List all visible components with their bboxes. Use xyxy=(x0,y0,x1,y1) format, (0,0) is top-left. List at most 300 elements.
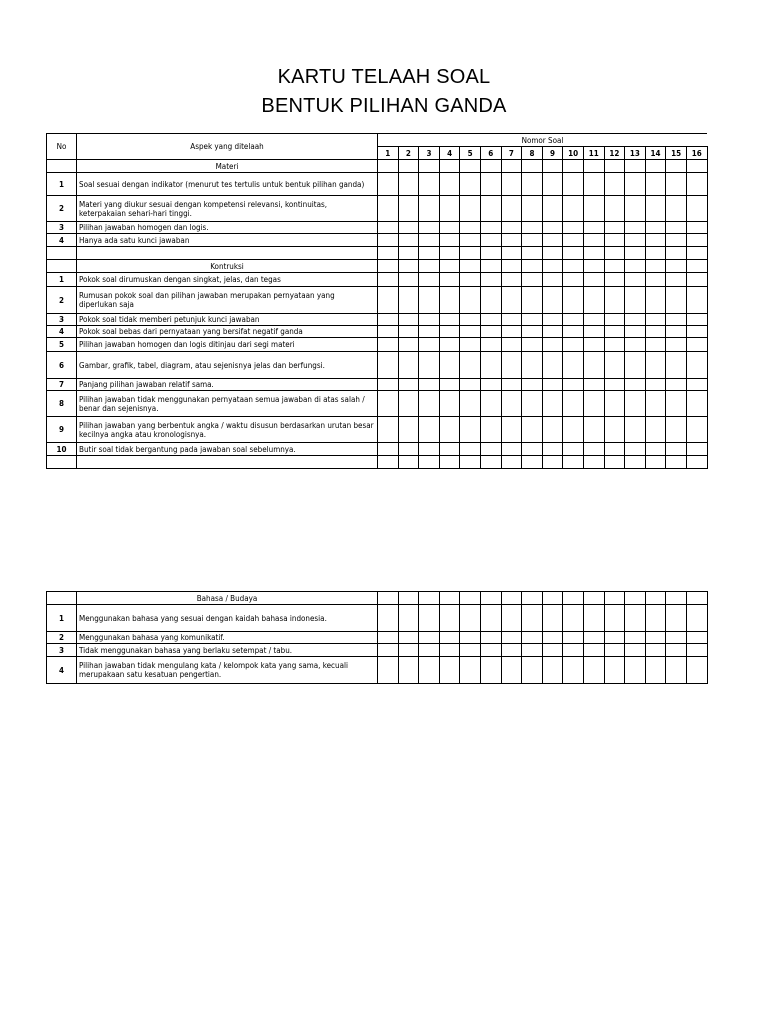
check-cell-13[interactable] xyxy=(625,173,646,196)
check-cell-16[interactable] xyxy=(686,592,707,605)
check-cell-9[interactable] xyxy=(542,222,563,234)
check-cell-11[interactable] xyxy=(583,352,604,379)
check-cell-10[interactable] xyxy=(563,260,584,273)
check-cell-10[interactable] xyxy=(563,160,584,173)
check-cell-12[interactable] xyxy=(604,592,625,605)
check-cell-9[interactable] xyxy=(542,173,563,196)
check-cell-10[interactable] xyxy=(563,222,584,234)
check-cell-15[interactable] xyxy=(666,314,687,326)
check-cell-5[interactable] xyxy=(460,443,481,456)
check-cell-8[interactable] xyxy=(522,314,543,326)
check-cell-10[interactable] xyxy=(563,247,584,260)
check-cell-9[interactable] xyxy=(542,657,563,684)
check-cell-5[interactable] xyxy=(460,287,481,314)
check-cell-10[interactable] xyxy=(563,326,584,338)
check-cell-14[interactable] xyxy=(645,379,666,391)
check-cell-11[interactable] xyxy=(583,326,604,338)
check-cell-1[interactable] xyxy=(378,417,399,443)
check-cell-14[interactable] xyxy=(645,247,666,260)
check-cell-4[interactable] xyxy=(439,273,460,287)
check-cell-10[interactable] xyxy=(563,657,584,684)
check-cell-8[interactable] xyxy=(522,391,543,417)
check-cell-8[interactable] xyxy=(522,632,543,644)
check-cell-12[interactable] xyxy=(604,247,625,260)
check-cell-10[interactable] xyxy=(563,443,584,456)
check-cell-9[interactable] xyxy=(542,391,563,417)
check-cell-6[interactable] xyxy=(480,644,501,657)
check-cell-8[interactable] xyxy=(522,273,543,287)
check-cell-15[interactable] xyxy=(666,456,687,469)
check-cell-2[interactable] xyxy=(398,644,419,657)
check-cell-8[interactable] xyxy=(522,173,543,196)
check-cell-16[interactable] xyxy=(686,644,707,657)
check-cell-9[interactable] xyxy=(542,338,563,352)
check-cell-15[interactable] xyxy=(666,173,687,196)
check-cell-15[interactable] xyxy=(666,338,687,352)
check-cell-14[interactable] xyxy=(645,352,666,379)
check-cell-7[interactable] xyxy=(501,644,522,657)
check-cell-7[interactable] xyxy=(501,592,522,605)
check-cell-11[interactable] xyxy=(583,417,604,443)
check-cell-15[interactable] xyxy=(666,222,687,234)
check-cell-11[interactable] xyxy=(583,338,604,352)
check-cell-15[interactable] xyxy=(666,273,687,287)
check-cell-1[interactable] xyxy=(378,234,399,247)
check-cell-13[interactable] xyxy=(625,287,646,314)
check-cell-7[interactable] xyxy=(501,379,522,391)
check-cell-8[interactable] xyxy=(522,657,543,684)
check-cell-6[interactable] xyxy=(480,417,501,443)
check-cell-10[interactable] xyxy=(563,632,584,644)
check-cell-2[interactable] xyxy=(398,222,419,234)
check-cell-7[interactable] xyxy=(501,260,522,273)
check-cell-13[interactable] xyxy=(625,234,646,247)
check-cell-6[interactable] xyxy=(480,391,501,417)
check-cell-11[interactable] xyxy=(583,592,604,605)
check-cell-8[interactable] xyxy=(522,260,543,273)
check-cell-9[interactable] xyxy=(542,644,563,657)
check-cell-13[interactable] xyxy=(625,352,646,379)
check-cell-11[interactable] xyxy=(583,632,604,644)
check-cell-7[interactable] xyxy=(501,287,522,314)
check-cell-1[interactable] xyxy=(378,657,399,684)
check-cell-16[interactable] xyxy=(686,352,707,379)
check-cell-16[interactable] xyxy=(686,379,707,391)
check-cell-2[interactable] xyxy=(398,417,419,443)
check-cell-4[interactable] xyxy=(439,222,460,234)
check-cell-9[interactable] xyxy=(542,326,563,338)
check-cell-7[interactable] xyxy=(501,247,522,260)
check-cell-7[interactable] xyxy=(501,173,522,196)
check-cell-15[interactable] xyxy=(666,592,687,605)
check-cell-7[interactable] xyxy=(501,222,522,234)
check-cell-1[interactable] xyxy=(378,443,399,456)
check-cell-11[interactable] xyxy=(583,234,604,247)
check-cell-6[interactable] xyxy=(480,352,501,379)
check-cell-7[interactable] xyxy=(501,605,522,632)
check-cell-1[interactable] xyxy=(378,160,399,173)
check-cell-4[interactable] xyxy=(439,605,460,632)
check-cell-4[interactable] xyxy=(439,234,460,247)
check-cell-16[interactable] xyxy=(686,234,707,247)
check-cell-13[interactable] xyxy=(625,592,646,605)
check-cell-16[interactable] xyxy=(686,314,707,326)
check-cell-16[interactable] xyxy=(686,338,707,352)
check-cell-11[interactable] xyxy=(583,657,604,684)
check-cell-1[interactable] xyxy=(378,287,399,314)
check-cell-1[interactable] xyxy=(378,273,399,287)
check-cell-13[interactable] xyxy=(625,222,646,234)
check-cell-14[interactable] xyxy=(645,338,666,352)
check-cell-2[interactable] xyxy=(398,379,419,391)
check-cell-14[interactable] xyxy=(645,592,666,605)
check-cell-12[interactable] xyxy=(604,417,625,443)
check-cell-7[interactable] xyxy=(501,443,522,456)
check-cell-2[interactable] xyxy=(398,352,419,379)
check-cell-3[interactable] xyxy=(419,592,440,605)
check-cell-5[interactable] xyxy=(460,173,481,196)
check-cell-13[interactable] xyxy=(625,196,646,222)
check-cell-1[interactable] xyxy=(378,592,399,605)
check-cell-4[interactable] xyxy=(439,632,460,644)
check-cell-16[interactable] xyxy=(686,273,707,287)
check-cell-11[interactable] xyxy=(583,287,604,314)
check-cell-6[interactable] xyxy=(480,222,501,234)
check-cell-8[interactable] xyxy=(522,247,543,260)
check-cell-12[interactable] xyxy=(604,260,625,273)
check-cell-6[interactable] xyxy=(480,379,501,391)
check-cell-3[interactable] xyxy=(419,160,440,173)
check-cell-1[interactable] xyxy=(378,379,399,391)
check-cell-4[interactable] xyxy=(439,443,460,456)
check-cell-12[interactable] xyxy=(604,173,625,196)
check-cell-6[interactable] xyxy=(480,196,501,222)
check-cell-13[interactable] xyxy=(625,632,646,644)
check-cell-3[interactable] xyxy=(419,338,440,352)
check-cell-12[interactable] xyxy=(604,443,625,456)
check-cell-9[interactable] xyxy=(542,273,563,287)
check-cell-13[interactable] xyxy=(625,260,646,273)
check-cell-7[interactable] xyxy=(501,417,522,443)
check-cell-10[interactable] xyxy=(563,352,584,379)
check-cell-16[interactable] xyxy=(686,260,707,273)
check-cell-16[interactable] xyxy=(686,287,707,314)
check-cell-3[interactable] xyxy=(419,456,440,469)
check-cell-16[interactable] xyxy=(686,173,707,196)
check-cell-8[interactable] xyxy=(522,196,543,222)
check-cell-4[interactable] xyxy=(439,314,460,326)
check-cell-13[interactable] xyxy=(625,605,646,632)
check-cell-14[interactable] xyxy=(645,644,666,657)
check-cell-6[interactable] xyxy=(480,592,501,605)
check-cell-2[interactable] xyxy=(398,234,419,247)
check-cell-10[interactable] xyxy=(563,287,584,314)
check-cell-4[interactable] xyxy=(439,417,460,443)
check-cell-1[interactable] xyxy=(378,632,399,644)
check-cell-1[interactable] xyxy=(378,222,399,234)
check-cell-6[interactable] xyxy=(480,338,501,352)
check-cell-13[interactable] xyxy=(625,379,646,391)
check-cell-7[interactable] xyxy=(501,326,522,338)
check-cell-14[interactable] xyxy=(645,160,666,173)
check-cell-6[interactable] xyxy=(480,173,501,196)
check-cell-5[interactable] xyxy=(460,456,481,469)
check-cell-4[interactable] xyxy=(439,352,460,379)
check-cell-16[interactable] xyxy=(686,326,707,338)
check-cell-4[interactable] xyxy=(439,160,460,173)
check-cell-11[interactable] xyxy=(583,644,604,657)
check-cell-4[interactable] xyxy=(439,287,460,314)
check-cell-9[interactable] xyxy=(542,456,563,469)
check-cell-15[interactable] xyxy=(666,657,687,684)
check-cell-1[interactable] xyxy=(378,173,399,196)
check-cell-16[interactable] xyxy=(686,657,707,684)
check-cell-9[interactable] xyxy=(542,196,563,222)
check-cell-3[interactable] xyxy=(419,173,440,196)
check-cell-1[interactable] xyxy=(378,605,399,632)
check-cell-11[interactable] xyxy=(583,247,604,260)
check-cell-9[interactable] xyxy=(542,592,563,605)
check-cell-8[interactable] xyxy=(522,456,543,469)
check-cell-15[interactable] xyxy=(666,196,687,222)
check-cell-8[interactable] xyxy=(522,352,543,379)
check-cell-9[interactable] xyxy=(542,234,563,247)
check-cell-14[interactable] xyxy=(645,657,666,684)
check-cell-16[interactable] xyxy=(686,391,707,417)
check-cell-4[interactable] xyxy=(439,196,460,222)
check-cell-14[interactable] xyxy=(645,605,666,632)
check-cell-3[interactable] xyxy=(419,314,440,326)
check-cell-6[interactable] xyxy=(480,456,501,469)
check-cell-3[interactable] xyxy=(419,644,440,657)
check-cell-4[interactable] xyxy=(439,326,460,338)
check-cell-11[interactable] xyxy=(583,456,604,469)
check-cell-5[interactable] xyxy=(460,222,481,234)
check-cell-10[interactable] xyxy=(563,592,584,605)
check-cell-13[interactable] xyxy=(625,443,646,456)
check-cell-6[interactable] xyxy=(480,160,501,173)
check-cell-2[interactable] xyxy=(398,160,419,173)
check-cell-8[interactable] xyxy=(522,644,543,657)
check-cell-10[interactable] xyxy=(563,314,584,326)
check-cell-2[interactable] xyxy=(398,456,419,469)
check-cell-14[interactable] xyxy=(645,196,666,222)
check-cell-2[interactable] xyxy=(398,391,419,417)
check-cell-4[interactable] xyxy=(439,657,460,684)
check-cell-7[interactable] xyxy=(501,273,522,287)
check-cell-13[interactable] xyxy=(625,456,646,469)
check-cell-1[interactable] xyxy=(378,352,399,379)
check-cell-6[interactable] xyxy=(480,326,501,338)
check-cell-13[interactable] xyxy=(625,391,646,417)
check-cell-3[interactable] xyxy=(419,352,440,379)
check-cell-3[interactable] xyxy=(419,417,440,443)
check-cell-6[interactable] xyxy=(480,605,501,632)
check-cell-12[interactable] xyxy=(604,456,625,469)
check-cell-14[interactable] xyxy=(645,314,666,326)
check-cell-3[interactable] xyxy=(419,287,440,314)
check-cell-15[interactable] xyxy=(666,247,687,260)
check-cell-5[interactable] xyxy=(460,644,481,657)
check-cell-10[interactable] xyxy=(563,417,584,443)
check-cell-7[interactable] xyxy=(501,632,522,644)
check-cell-16[interactable] xyxy=(686,443,707,456)
check-cell-16[interactable] xyxy=(686,605,707,632)
check-cell-2[interactable] xyxy=(398,592,419,605)
check-cell-6[interactable] xyxy=(480,314,501,326)
check-cell-1[interactable] xyxy=(378,456,399,469)
check-cell-16[interactable] xyxy=(686,196,707,222)
check-cell-2[interactable] xyxy=(398,273,419,287)
check-cell-1[interactable] xyxy=(378,326,399,338)
check-cell-3[interactable] xyxy=(419,260,440,273)
check-cell-9[interactable] xyxy=(542,605,563,632)
check-cell-11[interactable] xyxy=(583,273,604,287)
check-cell-4[interactable] xyxy=(439,260,460,273)
check-cell-10[interactable] xyxy=(563,379,584,391)
check-cell-7[interactable] xyxy=(501,391,522,417)
check-cell-15[interactable] xyxy=(666,632,687,644)
check-cell-15[interactable] xyxy=(666,160,687,173)
check-cell-12[interactable] xyxy=(604,273,625,287)
check-cell-8[interactable] xyxy=(522,605,543,632)
check-cell-11[interactable] xyxy=(583,260,604,273)
check-cell-10[interactable] xyxy=(563,273,584,287)
check-cell-13[interactable] xyxy=(625,644,646,657)
check-cell-4[interactable] xyxy=(439,338,460,352)
check-cell-11[interactable] xyxy=(583,222,604,234)
check-cell-4[interactable] xyxy=(439,644,460,657)
check-cell-6[interactable] xyxy=(480,632,501,644)
check-cell-5[interactable] xyxy=(460,605,481,632)
check-cell-4[interactable] xyxy=(439,173,460,196)
check-cell-8[interactable] xyxy=(522,379,543,391)
check-cell-13[interactable] xyxy=(625,338,646,352)
check-cell-7[interactable] xyxy=(501,338,522,352)
check-cell-2[interactable] xyxy=(398,326,419,338)
check-cell-13[interactable] xyxy=(625,657,646,684)
check-cell-1[interactable] xyxy=(378,314,399,326)
check-cell-9[interactable] xyxy=(542,247,563,260)
check-cell-13[interactable] xyxy=(625,247,646,260)
check-cell-14[interactable] xyxy=(645,632,666,644)
check-cell-2[interactable] xyxy=(398,173,419,196)
check-cell-1[interactable] xyxy=(378,391,399,417)
check-cell-4[interactable] xyxy=(439,592,460,605)
check-cell-5[interactable] xyxy=(460,338,481,352)
check-cell-3[interactable] xyxy=(419,196,440,222)
check-cell-10[interactable] xyxy=(563,644,584,657)
check-cell-5[interactable] xyxy=(460,314,481,326)
check-cell-1[interactable] xyxy=(378,644,399,657)
check-cell-12[interactable] xyxy=(604,222,625,234)
check-cell-6[interactable] xyxy=(480,234,501,247)
check-cell-7[interactable] xyxy=(501,657,522,684)
check-cell-12[interactable] xyxy=(604,632,625,644)
check-cell-14[interactable] xyxy=(645,443,666,456)
check-cell-1[interactable] xyxy=(378,247,399,260)
check-cell-3[interactable] xyxy=(419,273,440,287)
check-cell-14[interactable] xyxy=(645,273,666,287)
check-cell-7[interactable] xyxy=(501,196,522,222)
check-cell-2[interactable] xyxy=(398,260,419,273)
check-cell-5[interactable] xyxy=(460,273,481,287)
check-cell-5[interactable] xyxy=(460,247,481,260)
check-cell-3[interactable] xyxy=(419,234,440,247)
check-cell-8[interactable] xyxy=(522,326,543,338)
check-cell-5[interactable] xyxy=(460,657,481,684)
check-cell-2[interactable] xyxy=(398,196,419,222)
check-cell-4[interactable] xyxy=(439,391,460,417)
check-cell-3[interactable] xyxy=(419,379,440,391)
check-cell-13[interactable] xyxy=(625,417,646,443)
check-cell-7[interactable] xyxy=(501,456,522,469)
check-cell-2[interactable] xyxy=(398,443,419,456)
check-cell-12[interactable] xyxy=(604,326,625,338)
check-cell-16[interactable] xyxy=(686,222,707,234)
check-cell-8[interactable] xyxy=(522,222,543,234)
check-cell-2[interactable] xyxy=(398,632,419,644)
check-cell-12[interactable] xyxy=(604,391,625,417)
check-cell-5[interactable] xyxy=(460,417,481,443)
check-cell-6[interactable] xyxy=(480,260,501,273)
check-cell-3[interactable] xyxy=(419,657,440,684)
check-cell-8[interactable] xyxy=(522,443,543,456)
check-cell-5[interactable] xyxy=(460,196,481,222)
check-cell-14[interactable] xyxy=(645,417,666,443)
check-cell-8[interactable] xyxy=(522,287,543,314)
check-cell-11[interactable] xyxy=(583,443,604,456)
check-cell-7[interactable] xyxy=(501,234,522,247)
check-cell-9[interactable] xyxy=(542,352,563,379)
check-cell-9[interactable] xyxy=(542,160,563,173)
check-cell-9[interactable] xyxy=(542,443,563,456)
check-cell-14[interactable] xyxy=(645,326,666,338)
check-cell-15[interactable] xyxy=(666,417,687,443)
check-cell-12[interactable] xyxy=(604,196,625,222)
check-cell-15[interactable] xyxy=(666,326,687,338)
check-cell-9[interactable] xyxy=(542,632,563,644)
check-cell-16[interactable] xyxy=(686,417,707,443)
check-cell-3[interactable] xyxy=(419,222,440,234)
check-cell-7[interactable] xyxy=(501,160,522,173)
check-cell-12[interactable] xyxy=(604,314,625,326)
check-cell-15[interactable] xyxy=(666,352,687,379)
check-cell-8[interactable] xyxy=(522,592,543,605)
check-cell-13[interactable] xyxy=(625,160,646,173)
check-cell-8[interactable] xyxy=(522,160,543,173)
check-cell-12[interactable] xyxy=(604,657,625,684)
check-cell-3[interactable] xyxy=(419,632,440,644)
check-cell-10[interactable] xyxy=(563,173,584,196)
check-cell-15[interactable] xyxy=(666,605,687,632)
check-cell-13[interactable] xyxy=(625,273,646,287)
check-cell-8[interactable] xyxy=(522,234,543,247)
check-cell-3[interactable] xyxy=(419,247,440,260)
check-cell-6[interactable] xyxy=(480,273,501,287)
check-cell-13[interactable] xyxy=(625,314,646,326)
check-cell-5[interactable] xyxy=(460,160,481,173)
check-cell-2[interactable] xyxy=(398,247,419,260)
check-cell-2[interactable] xyxy=(398,287,419,314)
check-cell-10[interactable] xyxy=(563,605,584,632)
check-cell-9[interactable] xyxy=(542,379,563,391)
check-cell-10[interactable] xyxy=(563,391,584,417)
check-cell-6[interactable] xyxy=(480,287,501,314)
check-cell-12[interactable] xyxy=(604,338,625,352)
check-cell-14[interactable] xyxy=(645,287,666,314)
check-cell-15[interactable] xyxy=(666,260,687,273)
